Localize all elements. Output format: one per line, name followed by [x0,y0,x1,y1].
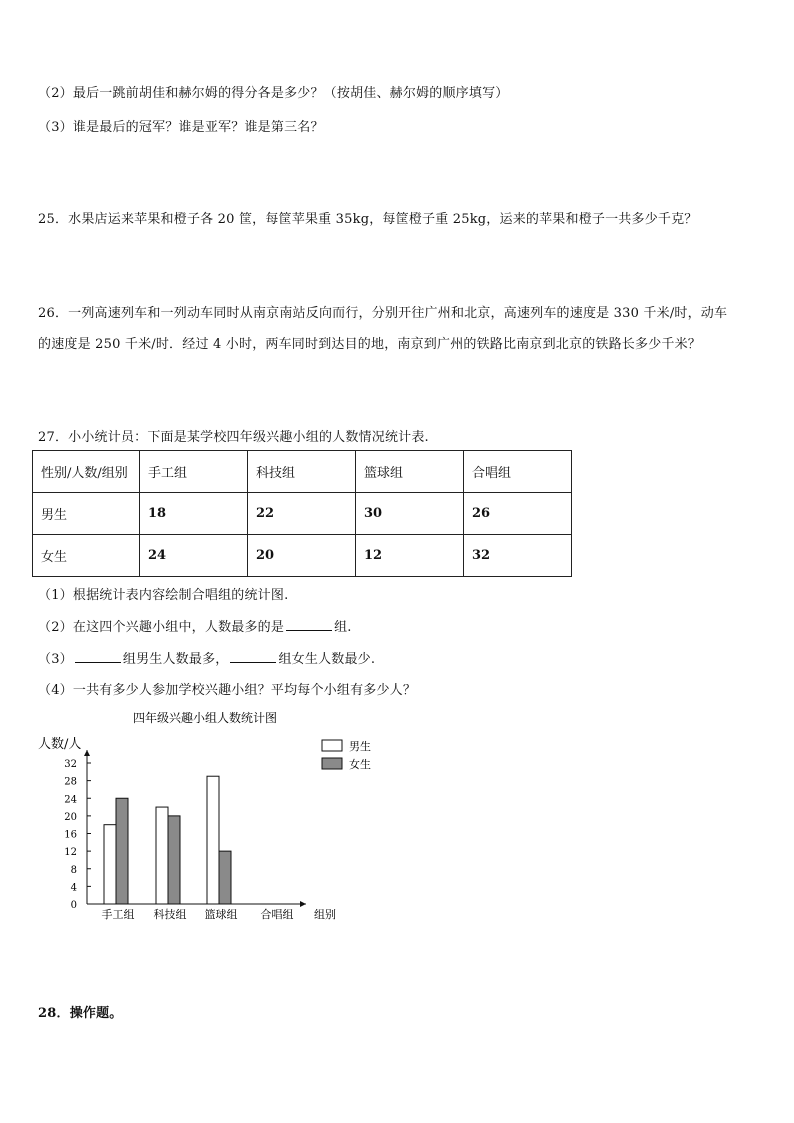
question-27-part-1: （1）根据统计表内容绘制合唱组的统计图. [38,588,289,603]
y-axis-arrow [84,750,90,756]
table-cell: 男生 [33,493,140,535]
table-cell: 32 [464,535,572,577]
statistics-table [32,450,572,577]
question-27-part-4: （4）一共有多少人参加学校兴趣小组？平均每个小组有多少人？ [38,683,417,698]
table-cell: 18 [140,493,248,535]
table-row [33,493,572,535]
bar-boys [207,776,219,904]
y-tick-label: 4 [70,882,77,894]
y-tick-label: 0 [70,900,77,911]
bar-girls [219,851,231,904]
x-tick-label: 手工组 [101,908,135,921]
legend-label: 男生 [349,740,371,753]
y-tick-label: 16 [64,829,77,841]
y-tick-label: 32 [64,759,77,770]
question-27-part-2-text: （2）在这四个兴趣小组中，人数最多的是 [38,620,285,635]
bar-girls [168,816,180,904]
question-26-line-1: 26．一列高速列车和一列动车同时从南京南站反向而行，分别开往广州和北京，高速列车的速度是 330 千米/时，动车 [38,306,728,321]
table-cell: 22 [248,493,356,535]
y-tick-label: 8 [70,864,77,876]
question-27-intro: 27．小小统计员：下面是某学校四年级兴趣小组的人数情况统计表. [38,430,429,445]
table-cell: 30 [356,493,464,535]
table-cell: 20 [248,535,356,577]
x-axis-label: 组别 [314,908,336,921]
table-header-cell: 性别/人数/组别 [33,451,140,493]
table-cell: 12 [356,535,464,577]
question-27-part-2-suffix: 组. [334,620,352,635]
legend-swatch [322,740,342,751]
question-25: 25．水果店运来苹果和橙子各 20 筐，每筐苹果重 35kg，每筐橙子重 25kg，运来的苹果和橙子一共多少千克？ [38,212,698,227]
y-tick-label: 20 [64,811,77,823]
table-cell: 24 [140,535,248,577]
table-header-row [33,451,572,493]
bar-boys [104,825,116,904]
legend-swatch [322,758,342,769]
question-28: 28．操作题。 [38,1006,123,1021]
answer-blank[interactable] [75,650,121,663]
bar-boys [156,807,168,904]
legend-label: 女生 [349,758,371,771]
chart-title: 四年级兴趣小组人数统计图 [132,711,278,725]
question-27-part-3 [38,648,375,667]
x-tick-label: 篮球组 [204,908,238,921]
answer-blank[interactable] [230,650,276,663]
question-24-part-3: （3）谁是最后的冠军？谁是亚军？谁是第三名？ [38,120,324,135]
y-tick-label: 28 [64,776,77,788]
y-tick-label: 12 [64,847,77,859]
question-27-part-3-suffix: 组女生人数最少. [278,652,376,667]
table-row [33,535,572,577]
table-header-cell: 合唱组 [464,451,572,493]
table-header-cell: 手工组 [140,451,248,493]
question-26-line-2: 的速度是 250 千米/时．经过 4 小时，两车同时到达目的地，南京到广州的铁路比南京到北京的铁路长多少千米？ [38,337,701,352]
question-27-part-2 [38,616,352,635]
question-24-part-2: （2）最后一跳前胡佳和赫尔姆的得分各是多少？（按胡佳、赫尔姆的顺序填写） [38,86,509,101]
table-header-cell: 篮球组 [356,451,464,493]
question-27-part-3-prefix: （3） [38,652,73,667]
bar-girls [116,798,128,904]
y-tick-label: 24 [64,794,77,806]
x-axis-arrow [300,901,306,907]
table-cell: 女生 [33,535,140,577]
answer-blank[interactable] [286,618,332,631]
table-cell: 26 [464,493,572,535]
table-header-cell: 科技组 [248,451,356,493]
x-tick-label: 科技组 [153,908,187,921]
x-tick-label: 合唱组 [260,908,294,921]
y-axis-label: 人数/人 [38,737,82,752]
question-27-part-3-mid: 组男生人数最多， [122,652,229,667]
